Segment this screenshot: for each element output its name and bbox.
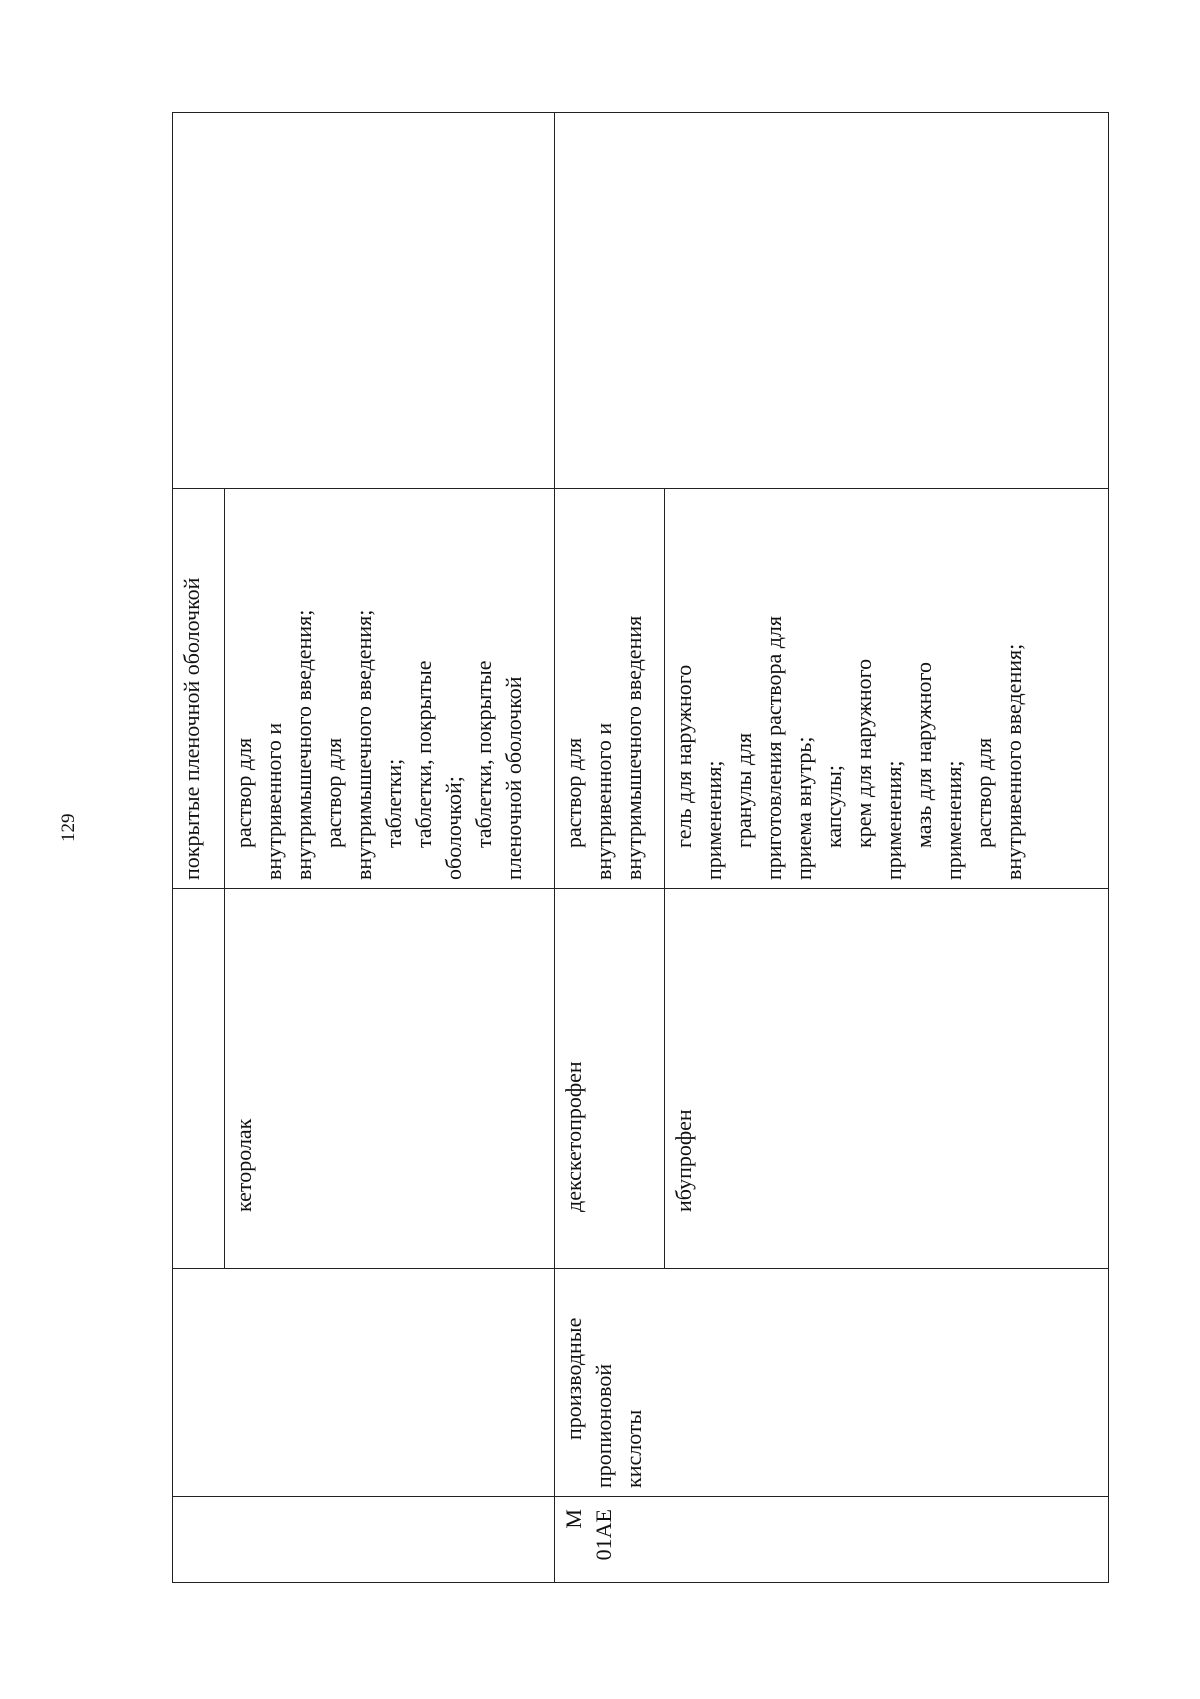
dosage-form-cell (665, 489, 1109, 889)
atc-code-cell (555, 1497, 1109, 1583)
dosage-form-line: применения; (881, 760, 906, 880)
group-cell (555, 1269, 1109, 1497)
table-row (173, 113, 225, 1583)
dosage-form-line: гранулы для (731, 732, 756, 848)
group-line: производные (561, 1317, 586, 1440)
dosage-form-cell (225, 489, 555, 889)
dosage-form-line: покрытые пленочной оболочкой (179, 577, 204, 880)
dosage-form-line: гель для наружного (671, 664, 696, 848)
table-row (555, 113, 665, 1583)
dosage-form-line: раствор для (231, 737, 256, 848)
dosage-form-line: применения; (941, 760, 966, 880)
dosage-form-line: таблетки, покрытые (471, 660, 496, 848)
extra-cell (173, 113, 555, 489)
dosage-form-line: приема внутрь; (791, 736, 816, 880)
dosage-form-cell (173, 489, 225, 889)
dosage-form-line: внутривенного введения; (1001, 643, 1026, 880)
dosage-form-line: раствор для (971, 737, 996, 848)
dosage-form-line: внутривенного и (261, 722, 286, 880)
dosage-form-line: внутримышечного введения; (351, 609, 376, 880)
dosage-form-line: таблетки, покрытые (411, 660, 436, 848)
drug-classification-table (172, 112, 1109, 1583)
dosage-form-line: крем для наружного (851, 658, 876, 848)
group-cell (173, 1269, 555, 1497)
inn-name: декскетопрофен (561, 1061, 586, 1212)
dosage-form-line: внутримышечного введения (621, 615, 646, 880)
inn-name: ибупрофен (671, 1109, 696, 1212)
dosage-form-line: внутримышечного введения; (291, 609, 316, 880)
inn-cell (173, 889, 225, 1269)
inn-cell (665, 889, 1109, 1269)
dosage-form-line: таблетки; (381, 758, 406, 848)
dosage-form-line: мазь для наружного (911, 662, 936, 848)
group-line: кислоты (621, 1409, 646, 1488)
dosage-form-line: пленочной оболочкой (501, 676, 526, 880)
dosage-form-line: раствор для (321, 737, 346, 848)
atc-code-cell (173, 1497, 555, 1583)
inn-cell (555, 889, 665, 1269)
dosage-form-line: капсулы; (821, 765, 846, 848)
inn-name: кеторолак (231, 1118, 256, 1212)
dosage-form-cell (555, 489, 665, 889)
dosage-form-line: применения; (701, 760, 726, 880)
group-line: пропионовой (591, 1363, 616, 1488)
inn-cell (225, 889, 555, 1269)
dosage-form-line: оболочкой; (441, 776, 466, 880)
dosage-form-line: раствор для (561, 737, 586, 848)
page-number: 129 (58, 813, 79, 842)
atc-code-line: 01АЕ (591, 1509, 616, 1561)
extra-cell (555, 113, 1109, 489)
dosage-form-line: приготовления раствора для (761, 616, 786, 880)
rotated-table-wrapper (172, 113, 1108, 1583)
atc-code-line: М (561, 1509, 586, 1529)
dosage-form-line: внутривенного и (591, 722, 616, 880)
